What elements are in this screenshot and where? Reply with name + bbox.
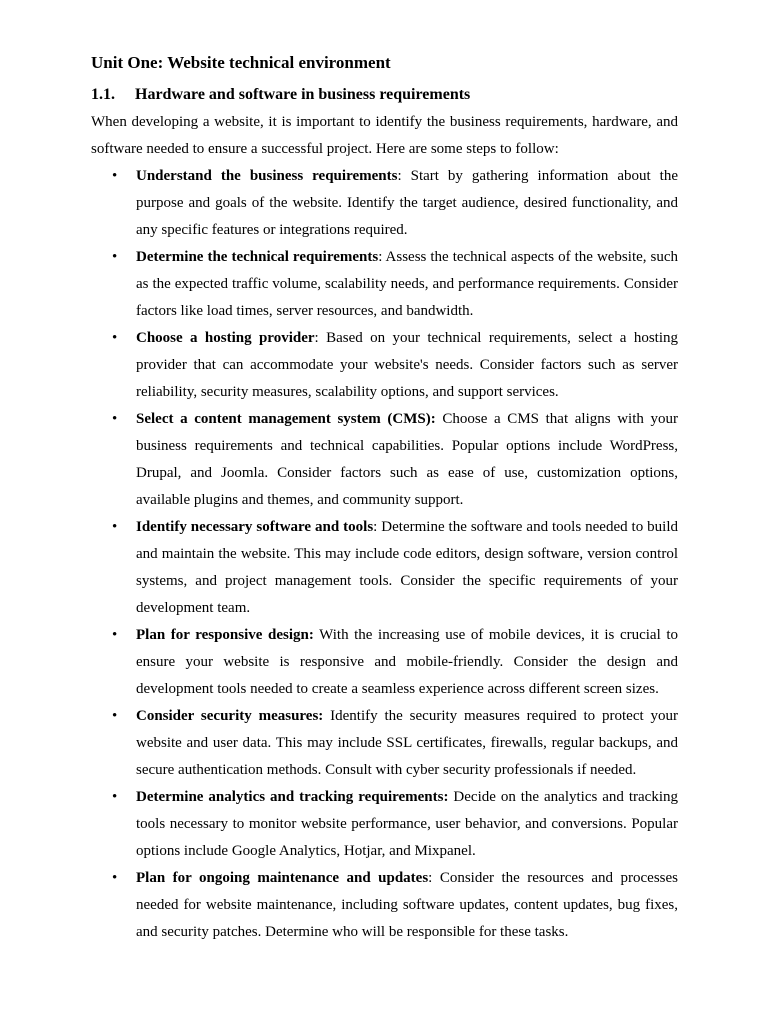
steps-list [91, 163, 678, 946]
bullet-icon: • [112, 519, 118, 535]
step-term: Determine analytics and tracking requirements: [136, 789, 449, 805]
section-title: Hardware and software in business requirements [135, 86, 471, 103]
step-text: Based on your technical requirements, select a hosting provider that can accommodate your website's needs. Consider factors such as server reliability, security measures, scalability options, and support services. [136, 330, 678, 400]
list-item [91, 514, 678, 622]
step-text: Determine the software and tools needed to build and maintain the website. This may include code editors, design software, version control systems, and project management tools. Consider the specific requirements of your development team. [136, 519, 679, 616]
step-text: Choose a CMS that aligns with your business requirements and technical capabilities. Popular options include WordPress, Drupal, and Joomla. Consider factors such as ease of use, customization options, available plugins and themes, and community support. [136, 411, 678, 508]
section-number: 1.1. [91, 86, 115, 103]
bullet-icon: • [112, 708, 118, 724]
list-item [91, 244, 678, 325]
bullet-icon: • [112, 411, 118, 427]
list-item [91, 406, 678, 514]
step-term: Select a content management system (CMS): [136, 411, 436, 427]
step-text: Assess the technical aspects of the website, such as the expected traffic volume, scalability needs, and performance requirements. Consider factors like load times, server resources, and bandwidth. [136, 249, 679, 319]
step-term: Identify necessary software and tools [136, 519, 374, 535]
intro-paragraph: When developing a website, it is important to identify the business requirements, hardware, and software needed to ensure a successful project. Here are some steps to follow: [91, 114, 678, 157]
bullet-icon: • [112, 168, 118, 184]
step-separator: : [428, 870, 440, 886]
step-separator: : [373, 519, 382, 535]
step-separator: : [378, 249, 386, 265]
document-page [91, 52, 678, 946]
step-term: Understand the business requirements [136, 168, 398, 184]
step-term: Consider security measures: [136, 708, 324, 724]
step-separator: : [314, 330, 327, 346]
step-separator: : [397, 168, 411, 184]
list-item [91, 163, 678, 244]
bullet-icon: • [112, 249, 118, 265]
bullet-icon: • [112, 627, 118, 643]
step-text: With the increasing use of mobile devices, it is crucial to ensure your website is responsive and mobile-friendly. Consider the design and development tools needed to create a seamless experience across different screen sizes. [136, 627, 678, 697]
step-text: Consider the resources and processes needed for website maintenance, including software updates, content updates, bug fixes, and security patches. Determine who will be responsible for these tasks. [136, 870, 679, 940]
step-term: Plan for ongoing maintenance and updates [136, 870, 429, 886]
step-term: Determine the technical requirements [136, 249, 379, 265]
bullet-icon: • [112, 789, 118, 805]
step-text: Identify the security measures required to protect your website and user data. This may include SSL certificates, firewalls, regular backups, and secure authentication methods. Consult with cyber security professionals if needed. [136, 708, 678, 778]
step-text: Decide on the analytics and tracking tools necessary to monitor website performance, user behavior, and conversions. Popular options include Google Analytics, Hotjar, and Mixpanel. [136, 789, 679, 859]
list-item [91, 622, 678, 703]
step-term: Plan for responsive design: [136, 627, 314, 643]
list-item [91, 784, 678, 865]
bullet-icon: • [112, 870, 118, 886]
list-item [91, 325, 678, 406]
list-item [91, 865, 678, 946]
step-term: Choose a hosting provider [136, 330, 315, 346]
unit-title: Unit One: Website technical environment [91, 53, 391, 72]
step-text: Start by gathering information about the purpose and goals of the website. Identify the target audience, desired functionality, and any specific features or integrations required. [136, 168, 678, 238]
section-heading [91, 84, 678, 106]
list-item [91, 703, 678, 784]
bullet-icon: • [112, 330, 118, 346]
